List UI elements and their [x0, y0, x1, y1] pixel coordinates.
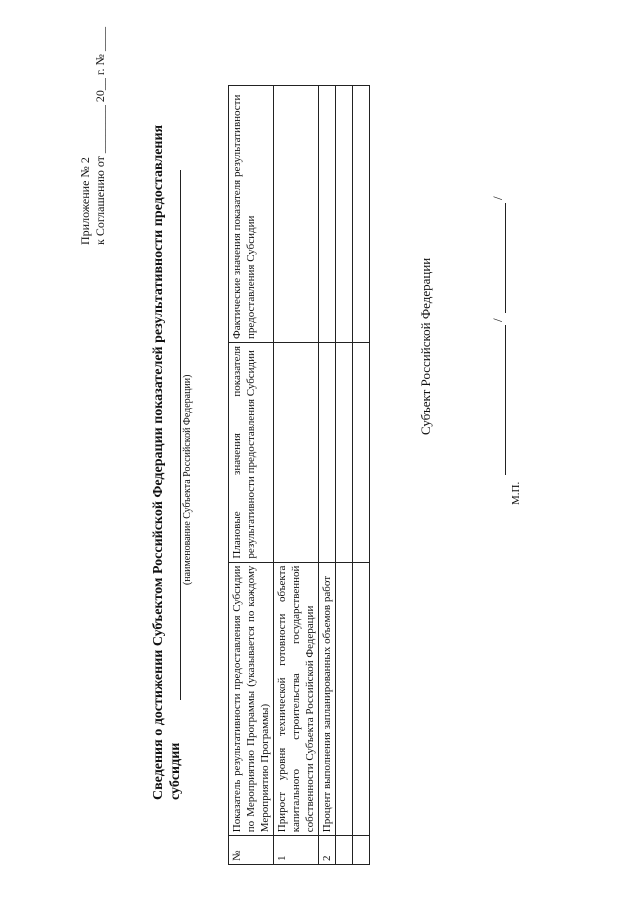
signature-slash: /	[490, 318, 505, 322]
row-planned	[319, 342, 336, 562]
row-actual	[274, 86, 319, 343]
indicators-table	[228, 85, 370, 865]
agreement-line: к Соглашению от ________ 20__ г. № ____	[93, 27, 107, 245]
title-line-2: субсидии	[168, 742, 183, 800]
table-row	[274, 86, 319, 865]
header-indicator: Показатель результативности предоставления Субсидии по Мероприятию Программы (указывается по каждому Мероприятию Программы)	[229, 562, 274, 836]
row-num: 2	[319, 836, 336, 865]
table-row-empty	[353, 86, 370, 865]
appendix-label: Приложение № 2	[78, 157, 92, 245]
page-title	[150, 125, 184, 800]
row-num: 1	[274, 836, 319, 865]
row-planned	[274, 342, 319, 562]
title-line-1: Сведения о достижении Субъектом Российской Федерации показателей результативности предоставления	[151, 124, 166, 800]
signature-name-line	[505, 203, 506, 313]
appendix-block	[78, 27, 108, 245]
subject-name-underline	[180, 170, 181, 700]
signature-line	[505, 325, 506, 475]
table-row	[319, 86, 336, 865]
header-num: №	[229, 836, 274, 865]
table-row-empty	[336, 86, 353, 865]
subject-label: Субъект Российской Федерации	[418, 257, 433, 435]
signature-slash-end: /	[490, 196, 505, 200]
header-planned: Плановые значения показателя результативности предоставления Субсидии	[229, 342, 274, 562]
header-actual: Фактические значения показателя результативности предоставления Субсидии	[229, 86, 274, 343]
row-indicator: Прирост уровня технической готовности объекта капитального строительства государственной собственности Субъекта Российской Федерации	[274, 562, 319, 836]
row-indicator: Процент выполнения запланированных объемов работ	[319, 562, 336, 836]
row-actual	[319, 86, 336, 343]
stamp-label: М.П.	[510, 481, 522, 505]
subject-caption: (наименование Субъекта Российской Федерации)	[182, 374, 193, 585]
table-header-row	[229, 86, 274, 865]
